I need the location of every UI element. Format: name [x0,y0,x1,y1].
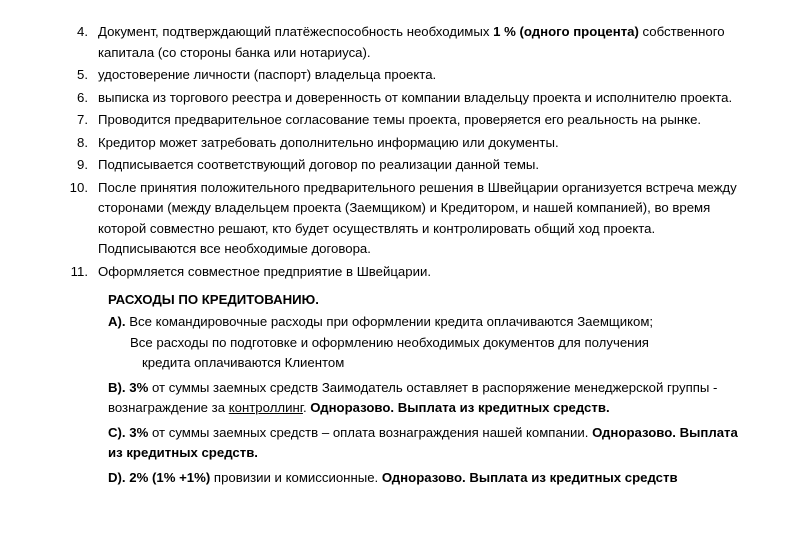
list-item-text: После принятия положительного предварительного решения в Швейцарии организуется встреча между сторонами (между владельцем проекта (Заемщиком) и Кредитором, и нашей компанией), во время которой совместно решают, кто будет осуществлять и контролировать общий ход проекта. Подписываются все необходимые договора. [98,179,737,256]
numbered-list [68,22,747,282]
list-item [68,262,747,283]
list-item [68,155,747,176]
lettered-item-a [108,312,747,374]
list-item [68,65,747,86]
list-item-number: 10. [69,179,88,195]
list-item-text: выписка из торгового реестра и доверенность от компании владельцу проекта и исполнителю проекта. [98,89,733,105]
lettered-item-a-line1: Все командировочные расходы при оформлении кредита оплачиваются Заемщиком; [125,314,654,329]
list-item-text: удостоверение личности (паспорт) владельца проекта. [98,67,437,82]
list-item-text: Проводится предварительное согласование темы проекта, проверяется его реальность на рынке. [98,112,702,127]
lettered-item-d-percent: 2% (1% +1%) [129,469,211,485]
list-item-text-part2: собственного капитала (со стороны банка или нотариуса). [98,24,725,60]
lettered-item-d-tail: Одноразово. Выплата из кредитных средств [381,469,678,485]
lettered-item-b-tail: Одноразово. Выплата из кредитных средств. [310,400,610,415]
list-item-number: 11. [70,263,88,279]
lettered-item-b-mid2: . [302,400,311,415]
list-item-number: 4. [77,24,88,39]
lettered-item-d-label: D). [108,469,126,485]
list-item-text-part1: Документ, подтверждающий платёжеспособность необходимых [98,24,494,39]
list-item [68,133,747,154]
list-item-number: 6. [77,89,88,105]
lettered-item-b [108,378,747,419]
list-item-number: 5. [77,67,88,82]
lettered-item-c-percent: 3% [129,424,149,440]
expenses-heading: РАСХОДЫ ПО КРЕДИТОВАНИЮ. [108,292,319,307]
list-item-number: 8. [77,134,88,150]
expenses-section [68,289,747,488]
list-item-bold: 1 % (одного процента) [493,24,639,39]
lettered-item-d-mid1: провизии и комиссионные. [210,469,382,485]
lettered-item-b-percent: 3% [129,379,149,395]
list-item-text: Подписывается соответствующий договор по реализации данной темы. [98,157,540,172]
list-item [68,88,747,109]
list-item-text: Кредитор может затребовать дополнительно информацию или документы. [98,134,559,150]
list-item [68,178,747,260]
lettered-item-c-label: C). [108,424,126,440]
list-item-text: Оформляется совместное предприятие в Швейцарии. [98,263,431,279]
list-item-text [98,22,747,63]
lettered-item-b-underlined: контроллинг [228,400,303,415]
list-item [68,22,747,63]
lettered-item-b-label: B). [108,379,126,395]
lettered-item-d [108,468,747,489]
list-item-number: 9. [77,157,88,172]
lettered-item-c [108,423,747,464]
lettered-item-c-mid1: от суммы заемных средств – оплата вознаграждения нашей компании. [148,424,593,440]
lettered-item-a-line2: Все расходы по подготовке и оформлению необходимых документов для получения [130,334,649,350]
lettered-item-a-label: A). [108,314,126,329]
lettered-item-b-mid1: от суммы заемных средств Заимодатель оставляет в распоряжение менеджерской группы - вознаграждение за [108,379,718,415]
lettered-item-a-line3: кредита оплачиваются Клиентом [142,355,345,370]
lettered-item-c-tail: Одноразово. Выплата из кредитных средств. [108,424,738,460]
list-item [68,110,747,131]
list-item-number: 7. [77,112,88,127]
